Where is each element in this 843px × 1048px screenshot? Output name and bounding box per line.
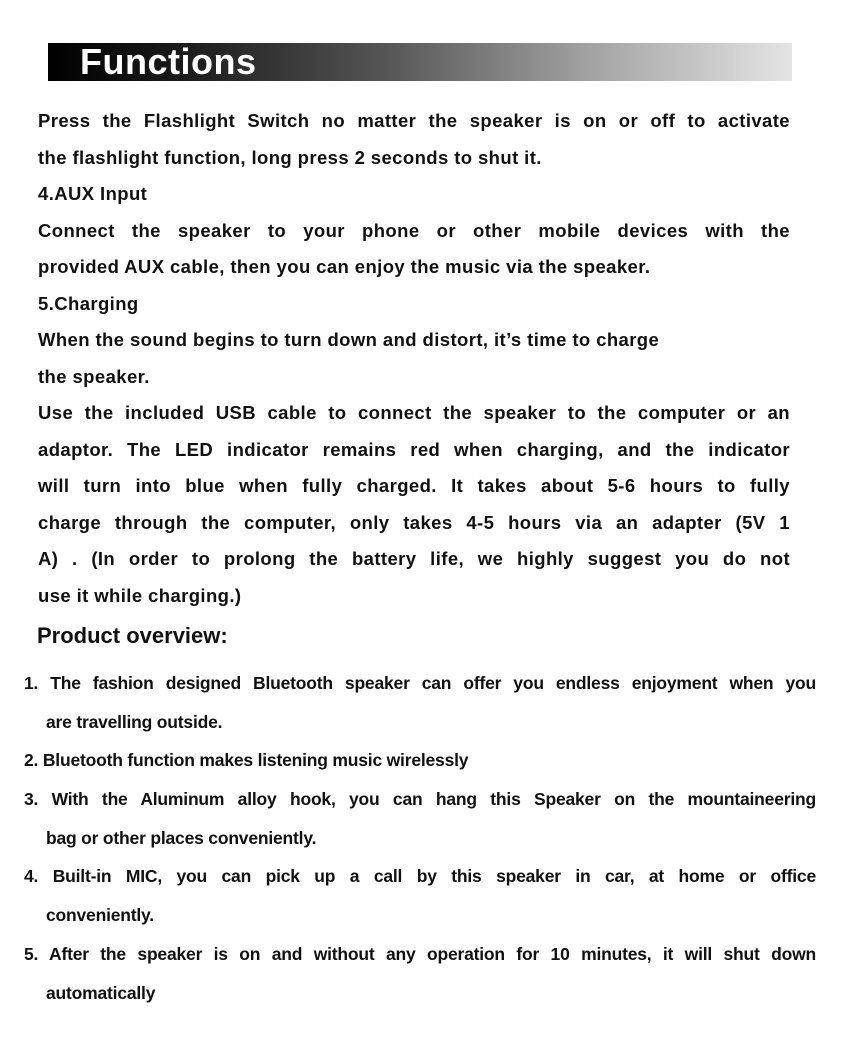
overview-heading: Product overview: [37,623,228,648]
text-line: provided AUX cable, then you can enjoy the music via the speaker. [38,256,651,277]
list-item: 5. After the speaker is on and without any operation for 10 minutes, it will shut down [24,943,816,964]
text-line: adaptor. The LED indicator remains red when charging, and the indicator [38,438,790,460]
text-line: charge through the computer, only takes 4-5 hours via an adapter (5V 1 [38,511,790,533]
functions-body [38,103,790,614]
list-item-continuation: are travelling outside. [46,711,223,732]
section-title: Functions [80,41,257,82]
list-item: 4. Built-in MIC, you can pick up a call by this speaker in car, at home or office [24,866,816,887]
text-line: When the sound begins to turn down and distort, it’s time to charge [38,329,660,350]
text-line: A) . (In order to prolong the battery life, we highly suggest you do not [38,548,790,569]
text-line: will turn into blue when fully charged. It takes about 5-6 hours to fully [38,475,790,496]
text-line: Connect the speaker to your phone or other mobile devices with the [38,219,790,241]
text-line: Press the Flashlight Switch no matter the speaker is on or off to activate [38,110,790,131]
subheading-charging: 5.Charging [38,292,139,314]
overview-list [24,664,816,1012]
text-line: Use the included USB cable to connect the speaker to the computer or an [38,402,790,423]
text-line: the flashlight function, long press 2 seconds to shut it. [38,146,542,168]
list-item-continuation: conveniently. [46,905,154,926]
list-item-continuation: automatically [46,982,156,1003]
list-item-continuation: bag or other places conveniently. [46,827,317,848]
list-item: 2. Bluetooth function makes listening music wirelessly [24,750,469,771]
text-line: the speaker. [38,365,150,387]
subheading-aux-input: 4.AUX Input [38,183,148,204]
text-line: use it while charging.) [38,584,242,606]
list-item: 3. With the Aluminum alloy hook, you can hang this Speaker on the mountaineering [24,789,816,810]
list-item: 1. The fashion designed Bluetooth speaker can offer you endless enjoyment when you [24,673,816,693]
